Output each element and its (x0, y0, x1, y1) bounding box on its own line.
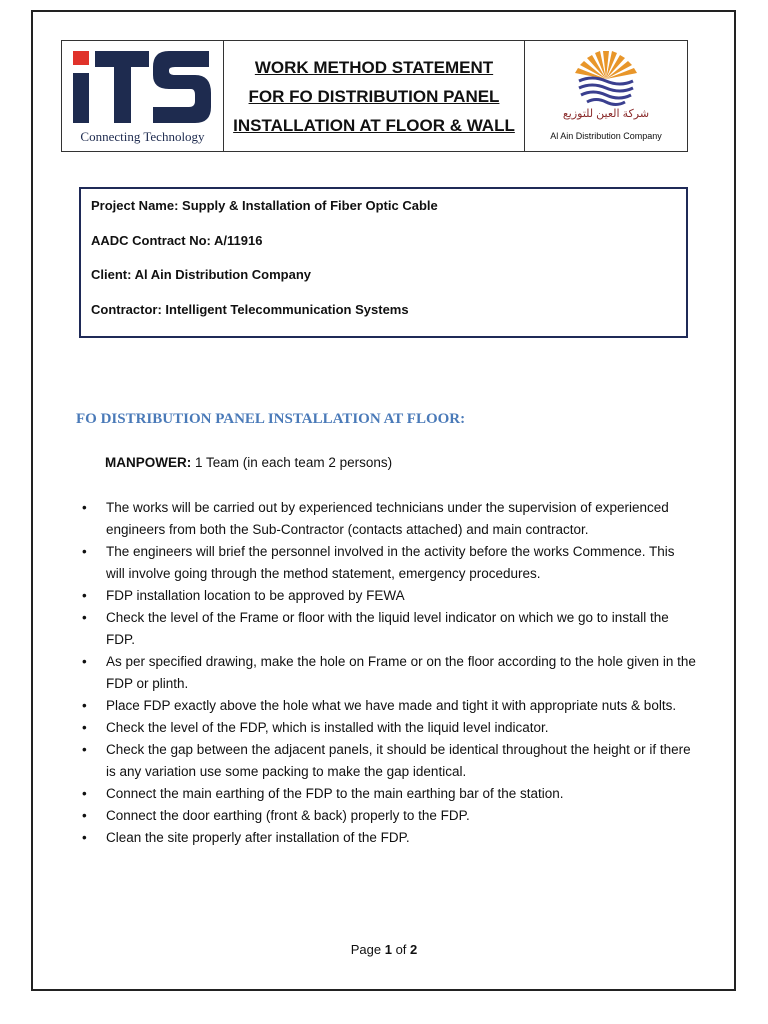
list-item (76, 783, 696, 805)
bullet-icon: • (82, 786, 87, 801)
document-title-line-1: WORK METHOD STATEMENT (254, 57, 494, 77)
manpower-value: 1 Team (in each team 2 persons) (191, 455, 393, 470)
list-item-text: Check the level of the FDP, which is installed with the liquid level indicator. (106, 720, 549, 735)
list-item-text: Connect the main earthing of the FDP to the main earthing bar of the station. (106, 786, 564, 801)
page-total: 2 (410, 942, 418, 957)
contract-number: AADC Contract No: A/11916 (91, 232, 263, 248)
project-info-box (79, 187, 688, 338)
bullet-icon: • (82, 720, 87, 735)
bullet-icon: • (82, 588, 87, 603)
list-item-text: As per specified drawing, make the hole on Frame or on the floor according to the hole given in the FDP or plinth. (106, 654, 696, 691)
procedure-list (76, 497, 696, 849)
page-number (0, 942, 768, 957)
list-item (76, 695, 696, 717)
list-item (76, 541, 696, 585)
document-header (61, 40, 688, 152)
document-title-line-3: INSTALLATION AT FLOOR & WALL (233, 115, 515, 135)
list-item-text: FDP installation location to be approved by FEWA (106, 588, 405, 603)
client-english-name: Al Ain Distribution Company (550, 131, 662, 141)
list-item (76, 717, 696, 739)
list-item-text: Connect the door earthing (front & back) properly to the FDP. (106, 808, 470, 823)
section-heading: FO DISTRIBUTION PANEL INSTALLATION AT FLOOR: (76, 411, 466, 427)
list-item (76, 607, 696, 651)
client-arabic-name: شركة العين للتوزيع (562, 108, 650, 120)
list-item (76, 739, 696, 783)
list-item (76, 497, 696, 541)
its-logo-cell (62, 41, 224, 151)
client-logo-cell (525, 41, 687, 151)
list-item (76, 651, 696, 695)
bullet-icon: • (82, 610, 87, 625)
project-name: Project Name: Supply & Installation of Fiber Optic Cable (91, 198, 438, 213)
page-current: 1 (384, 942, 392, 957)
bullet-icon: • (82, 742, 87, 757)
sunburst-logo-icon (565, 47, 647, 109)
manpower-label: MANPOWER: (105, 455, 192, 470)
document-title-line-2: FOR FO DISTRIBUTION PANEL (248, 86, 500, 106)
its-logo (69, 45, 215, 129)
bullet-icon: • (82, 808, 87, 823)
list-item (76, 827, 696, 849)
page-label: Page (350, 942, 385, 957)
bullet-icon: • (82, 698, 87, 713)
list-item-text: Place FDP exactly above the hole what we have made and tight it with appropriate nuts & bolts. (106, 698, 677, 713)
list-item-text: The engineers will brief the personnel involved in the activity before the works Commence. This will involve going through the method statement, emergency procedures. (106, 544, 675, 581)
list-item-text: Clean the site properly after installation of the FDP. (106, 830, 410, 845)
title-cell (224, 41, 525, 151)
page-of-label: of (391, 942, 411, 957)
bullet-icon: • (82, 544, 87, 559)
its-tagline: Connecting Technology (80, 129, 205, 144)
bullet-icon: • (82, 654, 87, 669)
bullet-icon: • (82, 830, 87, 845)
contractor-name: Contractor: Intelligent Telecommunication Systems (91, 301, 409, 317)
list-item-text: The works will be carried out by experienced technicians under the supervision of experienced engineers from both the Sub-Contractor (contacts attached) and main contractor. (106, 500, 669, 537)
manpower-line (105, 455, 392, 470)
bullet-icon: • (82, 500, 87, 515)
list-item (76, 585, 696, 607)
list-item-text: Check the level of the Frame or floor with the liquid level indicator on which we go to install the FDP. (106, 610, 669, 647)
list-item-text: Check the gap between the adjacent panels, it should be identical throughout the height or if there is any variation use some packing to make the gap identical. (106, 742, 691, 779)
client-name: Client: Al Ain Distribution Company (91, 267, 312, 282)
list-item (76, 805, 696, 827)
